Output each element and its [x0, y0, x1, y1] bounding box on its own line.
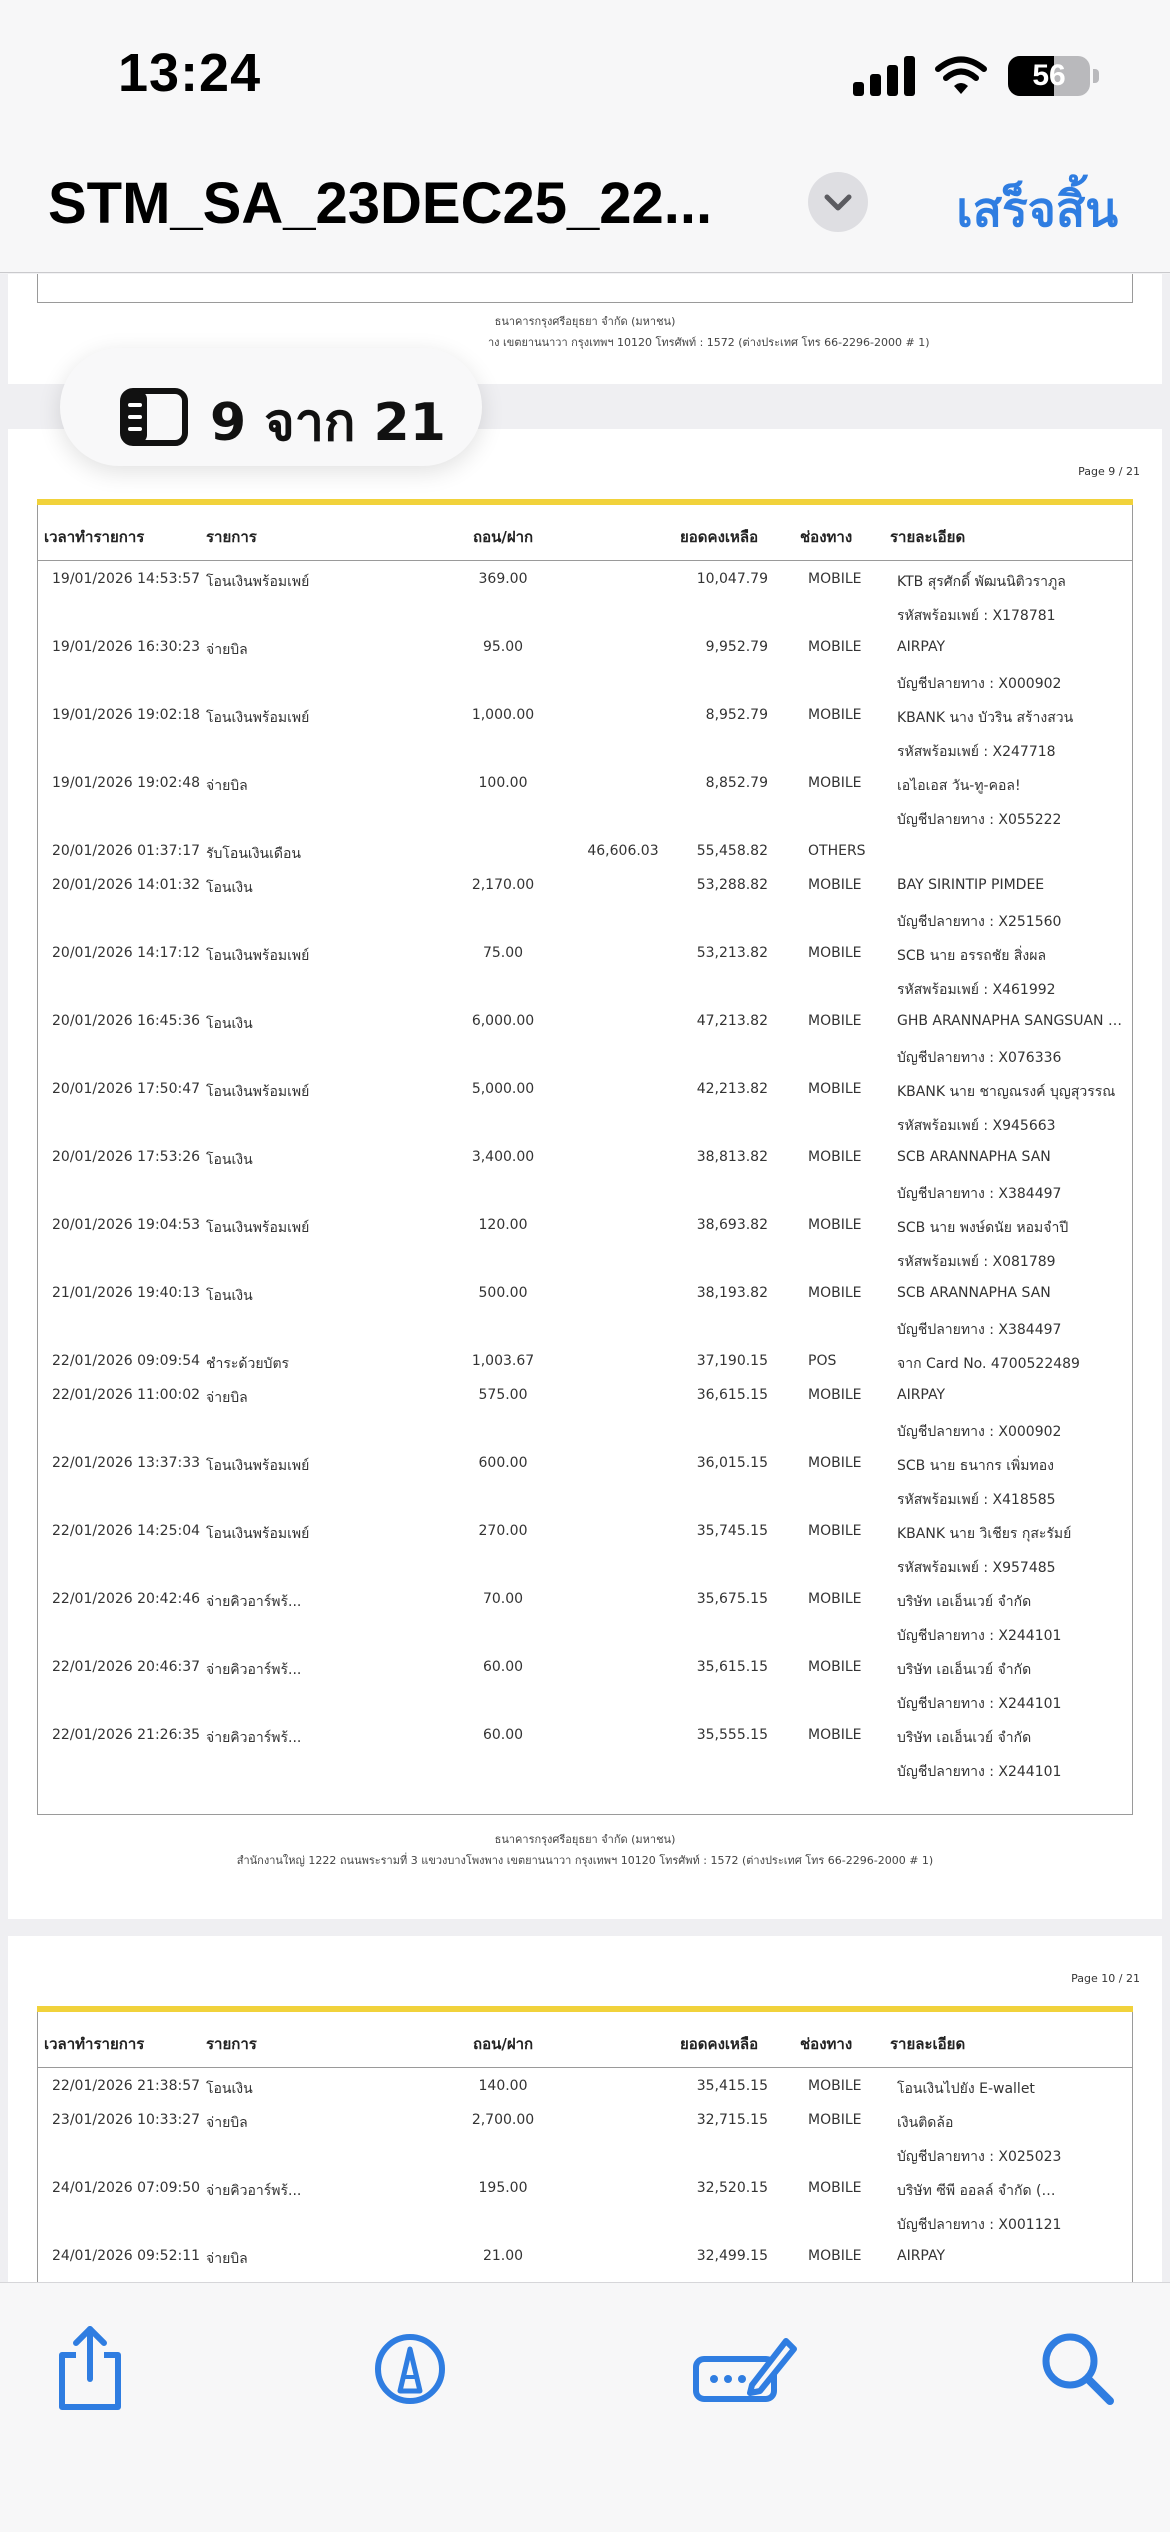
search-button[interactable]: [1030, 2319, 1130, 2419]
withdraw-amount: 1,003.67: [471, 1353, 535, 1369]
withdraw-amount: 5,000.00: [471, 1081, 535, 1097]
detail-line-1: KBANK นาง บัวริน สร้างสวน: [897, 710, 1074, 726]
transaction-time: 22/01/2026 20:46:37: [52, 1659, 201, 1675]
channel: MOBILE: [808, 945, 862, 961]
page-footer: [8, 1829, 1162, 1871]
transaction-time: 19/01/2026 19:02:18: [52, 707, 201, 723]
balance-amount: 8,952.79: [705, 707, 768, 723]
header-balance: ยอดคงเหลือ: [680, 2035, 759, 2053]
channel: MOBILE: [808, 1285, 862, 1301]
fill-and-sign-button[interactable]: [690, 2319, 800, 2419]
balance-amount: 9,952.79: [705, 639, 768, 655]
done-button[interactable]: เสร็จสิ้น: [956, 182, 1118, 238]
detail-line-2: บัญชีปลายทาง : X055222: [897, 812, 1062, 828]
transaction-time: 23/01/2026 10:33:27: [52, 2112, 201, 2128]
detail-line-2: รหัสพร้อมเพย์ : X461992: [897, 982, 1056, 998]
detail-line-1: โอนเงินไปยัง E-wallet: [897, 2081, 1035, 2097]
withdraw-amount: 6,000.00: [471, 1013, 535, 1029]
header-description: รายการ: [206, 528, 257, 546]
transaction-type: โอนเงิน: [206, 2081, 253, 2097]
detail-line-1: SCB นาย พงษ์ดนัย หอมจำปี: [897, 1220, 1069, 1236]
battery-tip: [1093, 69, 1099, 83]
search-icon: [1030, 2319, 1130, 2419]
transaction-type: จ่ายบิล: [206, 778, 248, 794]
detail-line-1: บริษัท เอเอ็นเวย์ จำกัด: [897, 1594, 1032, 1610]
header-balance: ยอดคงเหลือ: [680, 528, 759, 546]
transaction-time: 20/01/2026 14:01:32: [52, 877, 201, 893]
detail-line-1: BAY SIRINTIP PIMDEE: [897, 877, 1045, 893]
bank-address: าง เขตยานนาวา กรุงเทพฯ 10120 โทรศัพท์ : 1572 (ต่างประเทศ โทร 66-2296-2000 # 1): [488, 336, 930, 349]
detail-line-2: บัญชีปลายทาง : X244101: [897, 1764, 1062, 1780]
detail-line-1: SCB นาย อรรถชัย สิ่งผล: [897, 948, 1047, 964]
balance-amount: 38,813.82: [696, 1149, 768, 1165]
balance-amount: 10,047.79: [696, 571, 768, 587]
transaction-type: โอนเงิน: [206, 1152, 253, 1168]
detail-line-2: บัญชีปลายทาง : X384497: [897, 1322, 1062, 1338]
pdf-page-9: [8, 429, 1162, 1919]
transaction-type: โอนเงินพร้อมเพย์: [206, 948, 310, 964]
table-row: [38, 939, 1132, 998]
transaction-time: 21/01/2026 19:40:13: [52, 1285, 201, 1301]
table-row: [38, 1007, 1132, 1066]
withdraw-amount: 2,700.00: [471, 2112, 535, 2128]
bank-name: ธนาคารกรุงศรีอยุธยา จำกัด (มหาชน): [494, 1833, 676, 1846]
table-row: [38, 565, 1132, 624]
withdraw-amount: 120.00: [478, 1217, 528, 1233]
balance-amount: 38,693.82: [696, 1217, 768, 1233]
withdraw-amount: 369.00: [478, 571, 528, 587]
channel: MOBILE: [808, 707, 862, 723]
table-row: [38, 1721, 1132, 1780]
balance-amount: 36,615.15: [696, 1387, 768, 1403]
withdraw-amount: 21.00: [482, 2248, 524, 2264]
balance-amount: 55,458.82: [696, 843, 768, 859]
detail-line-2: บัญชีปลายทาง : X000902: [897, 1424, 1062, 1440]
transaction-type: โอนเงินพร้อมเพย์: [206, 574, 310, 590]
transaction-time: 20/01/2026 14:17:12: [52, 945, 201, 961]
balance-amount: 35,415.15: [696, 2078, 768, 2094]
withdraw-amount: 600.00: [478, 1455, 528, 1471]
detail-line-2: รหัสพร้อมเพย์ : X178781: [897, 608, 1056, 624]
header-amount: ถอน/ฝาก: [473, 2035, 534, 2053]
table-row: [38, 1517, 1132, 1576]
sidebar-thumbnails-icon: [120, 388, 188, 446]
detail-line-1: GHB ARANNAPHA SANGSUAN …: [897, 1013, 1122, 1029]
header-amount: ถอน/ฝาก: [473, 528, 534, 546]
bottom-toolbar: [0, 2282, 1170, 2532]
withdraw-amount: 575.00: [478, 1387, 528, 1403]
table-row: [38, 1381, 1132, 1440]
table-row: [38, 1585, 1132, 1644]
detail-line-1: KTB สุรศักดิ์ พัฒนนิติวราภูล: [897, 574, 1066, 590]
transaction-type: จ่ายบิล: [206, 2251, 248, 2267]
transaction-type: จ่ายคิวอาร์พร้...: [206, 1594, 302, 1610]
table-row: [38, 837, 1132, 871]
transaction-type: โอนเงินพร้อมเพย์: [206, 710, 310, 726]
transaction-time: 19/01/2026 14:53:57: [52, 571, 201, 587]
status-bar: [0, 0, 1170, 150]
detail-line-1: KBANK นาย ชาญณรงค์ บุญสุวรรณ: [897, 1084, 1116, 1100]
channel: MOBILE: [808, 1523, 862, 1539]
detail-line-1: AIRPAY: [897, 2248, 946, 2264]
page-number: Page 10 / 21: [1071, 1972, 1140, 1985]
deposit-amount: 46,606.03: [587, 843, 659, 859]
detail-line-1: SCB ARANNAPHA SAN: [897, 1149, 1051, 1165]
detail-line-2: บัญชีปลายทาง : X251560: [897, 914, 1062, 930]
channel: MOBILE: [808, 2180, 862, 2196]
balance-amount: 47,213.82: [696, 1013, 768, 1029]
transaction-type: จ่ายบิล: [206, 1390, 248, 1406]
table-row: [38, 2242, 1132, 2276]
detail-line-1: KBANK นาย วิเชียร กุสะรัมย์: [897, 1526, 1072, 1542]
transaction-time: 20/01/2026 17:53:26: [52, 1149, 201, 1165]
detail-line-2: รหัสพร้อมเพย์ : X945663: [897, 1118, 1056, 1134]
page-footer: [8, 311, 1162, 353]
channel: MOBILE: [808, 1727, 862, 1743]
channel: MOBILE: [808, 2078, 862, 2094]
detail-line-1: เอไอเอส วัน-ทู-คอล!: [897, 778, 1021, 794]
withdraw-amount: 70.00: [482, 1591, 524, 1607]
balance-amount: 35,615.15: [696, 1659, 768, 1675]
detail-line-2: รหัสพร้อมเพย์ : X081789: [897, 1254, 1056, 1270]
channel: POS: [808, 1353, 837, 1369]
withdraw-amount: 3,400.00: [471, 1149, 535, 1165]
channel: MOBILE: [808, 1081, 862, 1097]
transaction-time: 22/01/2026 14:25:04: [52, 1523, 201, 1539]
channel: MOBILE: [808, 1217, 862, 1233]
detail-line-1: SCB นาย ธนากร เพิ่มทอง: [897, 1458, 1054, 1474]
channel: MOBILE: [808, 639, 862, 655]
balance-amount: 8,852.79: [705, 775, 768, 791]
transaction-time: 22/01/2026 21:38:57: [52, 2078, 201, 2094]
detail-line-2: รหัสพร้อมเพย์ : X418585: [897, 1492, 1056, 1508]
channel: MOBILE: [808, 1013, 862, 1029]
title-menu-button[interactable]: [808, 172, 868, 232]
channel: MOBILE: [808, 2248, 862, 2264]
table-row: [38, 1449, 1132, 1508]
withdraw-amount: 100.00: [478, 775, 528, 791]
transaction-type: จ่ายคิวอาร์พร้...: [206, 1730, 302, 1746]
page-indicator[interactable]: [60, 348, 482, 466]
detail-line-1: SCB ARANNAPHA SAN: [897, 1285, 1051, 1301]
transaction-time: 22/01/2026 20:42:46: [52, 1591, 201, 1607]
table-row: [38, 1211, 1132, 1270]
document-title[interactable]: STM_SA_23DEC25_22...: [48, 171, 713, 236]
channel: MOBILE: [808, 877, 862, 893]
navigation-bar: [0, 150, 1170, 273]
page-number: Page 9 / 21: [1078, 465, 1140, 478]
transaction-time: 20/01/2026 16:45:36: [52, 1013, 201, 1029]
transaction-time: 22/01/2026 09:09:54: [52, 1353, 201, 1369]
transaction-type: โอนเงินพร้อมเพย์: [206, 1084, 310, 1100]
transaction-type: โอนเงินพร้อมเพย์: [206, 1526, 310, 1542]
table-row: [38, 2072, 1132, 2106]
detail-line-1: จาก Card No. 4700522489: [897, 1356, 1080, 1372]
table-row: [38, 1653, 1132, 1712]
chevron-down-icon: [823, 189, 853, 215]
transaction-type: จ่ายคิวอาร์พร้...: [206, 2183, 302, 2199]
header-details: รายละเอียด: [890, 528, 966, 546]
detail-line-1: บริษัท เอเอ็นเวย์ จำกัด: [897, 1662, 1032, 1678]
detail-line-2: รหัสพร้อมเพย์ : X247718: [897, 744, 1056, 760]
table-row: [38, 769, 1132, 828]
detail-line-1: บริษัท ซีพี ออลล์ จำกัด (…: [897, 2183, 1056, 2199]
markup-button[interactable]: [360, 2319, 460, 2419]
balance-amount: 38,193.82: [696, 1285, 768, 1301]
withdraw-amount: 2,170.00: [471, 877, 535, 893]
detail-line-2: บัญชีปลายทาง : X244101: [897, 1696, 1062, 1712]
header-channel: ช่องทาง: [800, 2035, 853, 2053]
channel: MOBILE: [808, 1659, 862, 1675]
transaction-type: จ่ายคิวอาร์พร้...: [206, 1662, 302, 1678]
header-description: รายการ: [206, 2035, 257, 2053]
detail-line-2: บัญชีปลายทาง : X025023: [897, 2149, 1062, 2165]
page-indicator-label: 9 จาก 21: [210, 393, 446, 453]
transaction-type: ชำระด้วยบัตร: [206, 1356, 290, 1372]
detail-line-2: รหัสพร้อมเพย์ : X957485: [897, 1560, 1056, 1576]
detail-line-2: บัญชีปลายทาง : X076336: [897, 1050, 1062, 1066]
detail-line-2: บัญชีปลายทาง : X244101: [897, 1628, 1062, 1644]
balance-amount: 32,520.15: [696, 2180, 768, 2196]
table-header: [38, 505, 1132, 561]
bank-name: ธนาคารกรุงศรีอยุธยา จำกัด (มหาชน): [494, 315, 676, 328]
withdraw-amount: 60.00: [482, 1659, 524, 1675]
battery-icon: [1008, 56, 1090, 96]
transaction-type: จ่ายบิล: [206, 642, 248, 658]
header-time: เวลาทำรายการ: [44, 2035, 145, 2053]
table-row: [38, 701, 1132, 760]
withdraw-amount: 1,000.00: [471, 707, 535, 723]
table-row: [38, 871, 1132, 930]
transaction-time: 24/01/2026 09:52:11: [52, 2248, 201, 2264]
transaction-type: รับโอนเงินเดือน: [206, 846, 301, 862]
transaction-time: 22/01/2026 13:37:33: [52, 1455, 201, 1471]
transaction-time: 19/01/2026 19:02:48: [52, 775, 201, 791]
withdraw-amount: 195.00: [478, 2180, 528, 2196]
balance-amount: 53,213.82: [696, 945, 768, 961]
balance-amount: 35,745.15: [696, 1523, 768, 1539]
balance-amount: 37,190.15: [696, 1353, 768, 1369]
balance-amount: 35,675.15: [696, 1591, 768, 1607]
channel: MOBILE: [808, 1455, 862, 1471]
detail-line-1: เงินติดล้อ: [897, 2115, 954, 2131]
wifi-icon: [935, 56, 987, 96]
table-row: [38, 1143, 1132, 1202]
channel: MOBILE: [808, 571, 862, 587]
balance-amount: 53,288.82: [696, 877, 768, 893]
balance-amount: 42,213.82: [696, 1081, 768, 1097]
withdraw-amount: 500.00: [478, 1285, 528, 1301]
transaction-type: โอนเงินพร้อมเพย์: [206, 1458, 310, 1474]
channel: MOBILE: [808, 1149, 862, 1165]
table-row: [38, 2174, 1132, 2233]
transaction-time: 22/01/2026 11:00:02: [52, 1387, 201, 1403]
withdraw-amount: 75.00: [482, 945, 524, 961]
markup-pen-icon: [360, 2319, 460, 2419]
table-row: [38, 633, 1132, 692]
table-row: [38, 1075, 1132, 1134]
channel: MOBILE: [808, 1387, 862, 1403]
channel: MOBILE: [808, 1591, 862, 1607]
pdf-page-10: [8, 1936, 1162, 2282]
balance-amount: 32,499.15: [696, 2248, 768, 2264]
withdraw-amount: 95.00: [482, 639, 524, 655]
header-time: เวลาทำรายการ: [44, 528, 145, 546]
detail-line-2: บัญชีปลายทาง : X000902: [897, 676, 1062, 692]
transaction-time: 19/01/2026 16:30:23: [52, 639, 201, 655]
detail-line-1: บริษัท เอเอ็นเวย์ จำกัด: [897, 1730, 1032, 1746]
cellular-signal-icon: [853, 56, 915, 96]
table-header: [38, 2012, 1132, 2068]
detail-line-1: AIRPAY: [897, 1387, 946, 1403]
transaction-type: โอนเงิน: [206, 1288, 253, 1304]
statement-table: [37, 2012, 1133, 2282]
channel: MOBILE: [808, 775, 862, 791]
statement-table: [37, 505, 1133, 1815]
table-row: [38, 1279, 1132, 1338]
balance-amount: 35,555.15: [696, 1727, 768, 1743]
pdf-document-view[interactable]: [0, 274, 1170, 2282]
transaction-type: โอนเงินพร้อมเพย์: [206, 1220, 310, 1236]
detail-line-1: AIRPAY: [897, 639, 946, 655]
transaction-time: 20/01/2026 01:37:17: [52, 843, 201, 859]
transaction-type: โอนเงิน: [206, 880, 253, 896]
signature-icon: [690, 2319, 800, 2419]
balance-amount: 36,015.15: [696, 1455, 768, 1471]
battery-percent: 56: [1032, 59, 1066, 92]
table-row: [38, 1347, 1132, 1381]
channel: OTHERS: [808, 843, 866, 859]
transaction-type: จ่ายบิล: [206, 2115, 248, 2131]
channel: MOBILE: [808, 2112, 862, 2128]
withdraw-amount: 60.00: [482, 1727, 524, 1743]
share-icon: [40, 2319, 140, 2419]
transaction-time: 24/01/2026 07:09:50: [52, 2180, 201, 2196]
transaction-time: 20/01/2026 19:04:53: [52, 1217, 201, 1233]
statement-table-end: [37, 274, 1133, 303]
detail-line-2: บัญชีปลายทาง : X384497: [897, 1186, 1062, 1202]
bank-address: สำนักงานใหญ่ 1222 ถนนพระรามที่ 3 แขวงบางโพงพาง เขตยานนาวา กรุงเทพฯ 10120 โทรศัพท์ : 1572 (ต่างประเทศ โทร 66-2296-2000 # 1): [236, 1854, 934, 1867]
header-channel: ช่องทาง: [800, 528, 853, 546]
clock: 13:24: [118, 43, 262, 103]
withdraw-amount: 270.00: [478, 1523, 528, 1539]
header-details: รายละเอียด: [890, 2035, 966, 2053]
transaction-time: 22/01/2026 21:26:35: [52, 1727, 201, 1743]
share-button[interactable]: [40, 2319, 140, 2419]
detail-line-2: บัญชีปลายทาง : X001121: [897, 2217, 1062, 2233]
withdraw-amount: 140.00: [478, 2078, 528, 2094]
transaction-time: 20/01/2026 17:50:47: [52, 1081, 201, 1097]
balance-amount: 32,715.15: [696, 2112, 768, 2128]
transaction-type: โอนเงิน: [206, 1016, 253, 1032]
table-row: [38, 2106, 1132, 2165]
